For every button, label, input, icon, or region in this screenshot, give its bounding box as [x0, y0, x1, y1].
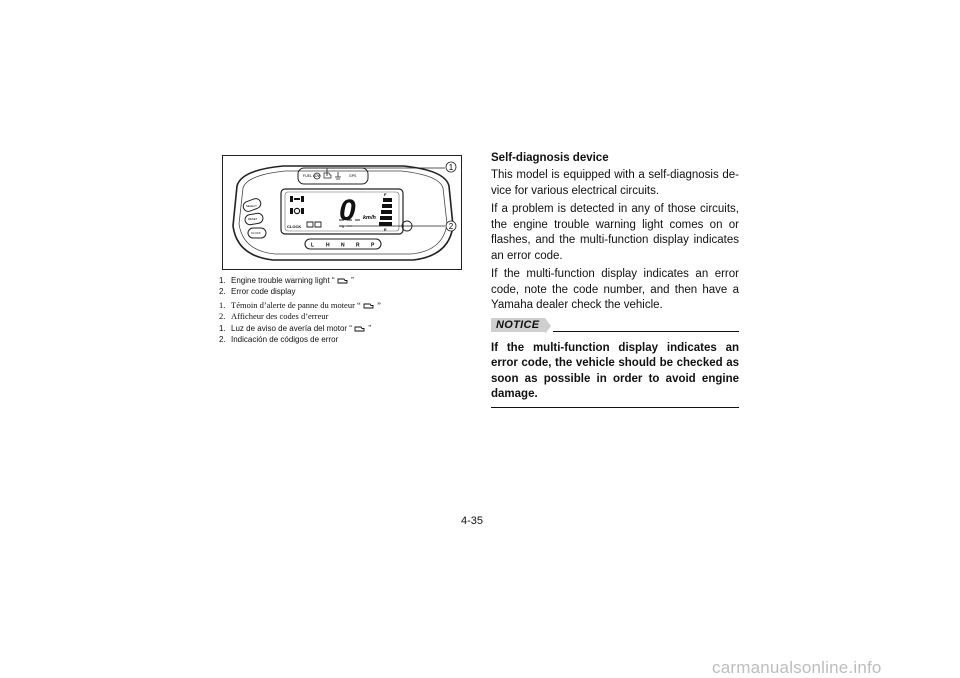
engine-warning-icon: [324, 173, 331, 178]
engine-icon: [354, 325, 366, 332]
gear-n: N: [341, 242, 345, 249]
caption-english: [219, 276, 469, 297]
clock-digits: [307, 222, 321, 227]
clock-label: CLOCK: [287, 224, 302, 229]
svg-text:SELECT: SELECT: [246, 204, 257, 208]
caption-line: 2. Indicación de códigos de error: [219, 334, 339, 344]
meter-illustration: [222, 155, 462, 270]
caption-line: 1. Engine trouble warning light “ ”: [219, 276, 354, 285]
gear-p: P: [371, 242, 375, 249]
svg-text:RESET: RESET: [248, 217, 258, 221]
self-diagnosis-section: [491, 152, 739, 408]
paragraph: If the multi-function display indicates an error code, note the code number, and then have a Yamaha dealer check the vehicle.: [491, 268, 739, 311]
speed-digit: 0: [339, 194, 356, 227]
caption-line: 1. Luz de aviso de avería del motor “ ”: [219, 324, 372, 333]
engine-icon: [337, 277, 349, 284]
fuel-full-mark: F: [384, 192, 387, 197]
svg-text:1: 1: [448, 163, 454, 172]
notice-label: NOTICE: [491, 318, 545, 332]
caption-line: 1. Témoin d’alerte de panne du moteur “ ”: [219, 300, 381, 310]
caption-line: 2. Afficheur des codes d’erreur: [219, 310, 329, 321]
section-heading: Self-diagnosis device: [491, 152, 609, 164]
speed-unit: km/h: [363, 215, 376, 221]
engine-icon: [363, 302, 375, 309]
notice-rule: [553, 331, 739, 333]
figure-captions: [219, 276, 469, 348]
meter-drawing: [223, 156, 463, 271]
notice-end-rule: [491, 407, 739, 409]
fuel-gauge: [379, 198, 392, 226]
fuel-low-indicator: FUEL LOW: [303, 174, 321, 178]
caption-line: 2. Error code display: [219, 286, 296, 296]
callout-line-1: [327, 168, 445, 176]
svg-text:CLOCK: CLOCK: [251, 231, 261, 235]
meter-buttons: [242, 197, 266, 238]
callout-line-2: [343, 226, 445, 228]
caption-french: [219, 300, 469, 321]
notice-header: [491, 317, 739, 335]
gps-indicator: GPS: [349, 174, 357, 178]
gear-r: R: [356, 242, 360, 249]
temperature-icon: [335, 172, 341, 179]
drive-mode-icon: [290, 196, 304, 214]
gear-h: H: [326, 242, 330, 249]
watermark: carmanualsonline.info: [712, 658, 882, 677]
paragraph: This model is equipped with a self-diagnosis de-vice for various electrical circuits.: [491, 169, 739, 197]
gear-l: L: [311, 242, 315, 249]
paragraph: If a problem is detected in any of those circuits, the engine trouble warning light comes on or flashes, and the multi-function display indicates an error code.: [491, 203, 739, 262]
fuel-empty-mark: E: [384, 227, 387, 232]
notice-text: If the multi-function display indicates an error code, the vehicle should be checked as soon as possible in order to avoid engine damage.: [491, 341, 739, 400]
caption-spanish: [219, 324, 469, 345]
svg-text:2: 2: [448, 222, 454, 231]
page-number: 4-35: [461, 515, 484, 527]
